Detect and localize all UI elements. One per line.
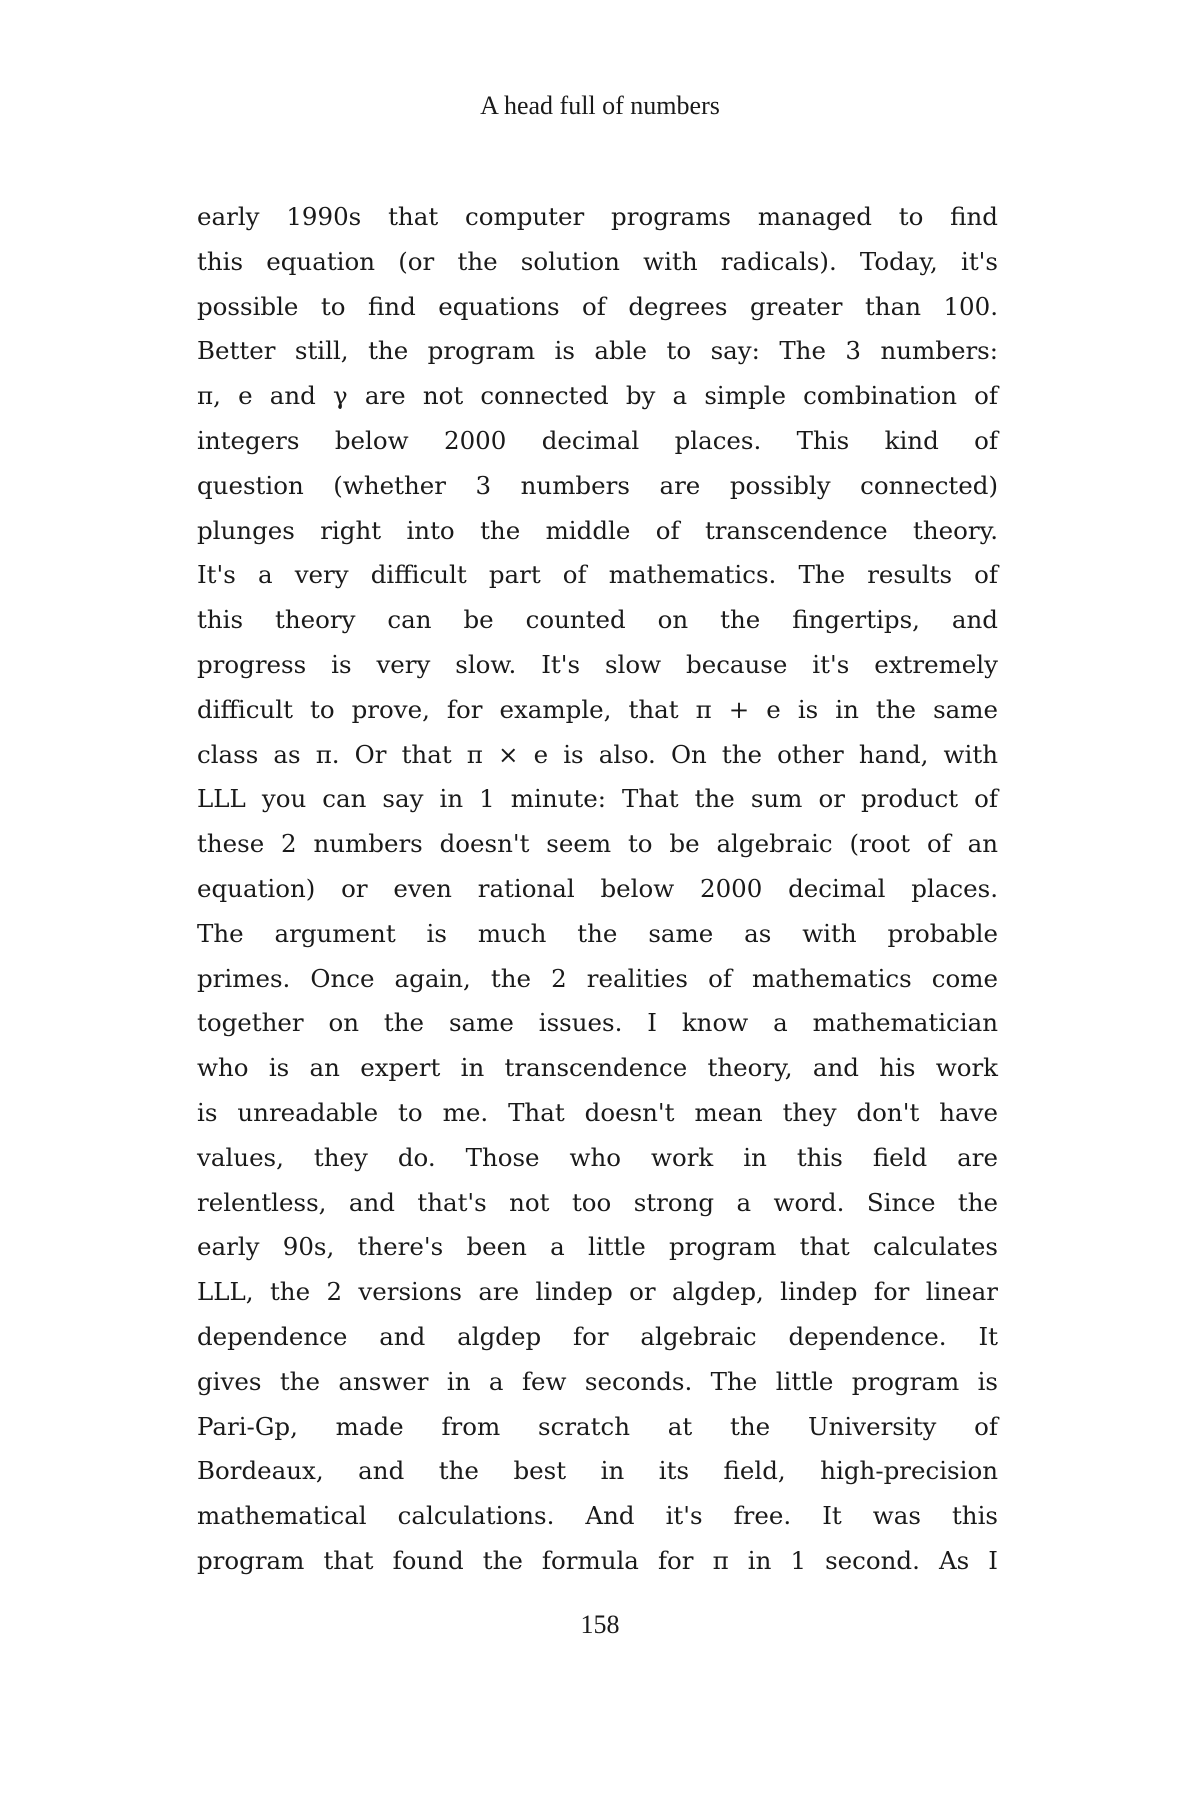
text-line: progress is very slow. It's slow because it's extremely [197,649,998,679]
text-line: question (whether 3 numbers are possibly connected) [197,470,998,500]
text-line: difficult to prove, for example, that π + e is in the same [197,694,998,724]
text-line: primes. Once again, the 2 realities of mathematics come [197,963,998,993]
text-line: these 2 numbers doesn't seem to be algebraic (root of an [197,829,998,859]
text-line: plunges right into the middle of transcendence theory. [197,515,998,545]
text-line: equation) or even rational below 2000 decimal places. [197,873,998,903]
text-line: early 90s, there's been a little program that calculates [197,1232,998,1262]
text-line: program that found the formula for π in 1 second. As I [197,1545,998,1575]
text-line: LLL, the 2 versions are lindep or algdep, lindep for linear [197,1277,998,1307]
text-line: It's a very difficult part of mathematics. The results of [197,560,998,590]
text-line: integers below 2000 decimal places. This kind of [197,425,998,455]
text-line: values, they do. Those who work in this field are [197,1142,998,1172]
text-line: is unreadable to me. That doesn't mean they don't have [197,1097,998,1127]
text-line: Better still, the program is able to say: The 3 numbers: [197,336,998,366]
text-line: class as π. Or that π × e is also. On the other hand, with [197,739,998,769]
body-text [197,195,998,1584]
text-line: gives the answer in a few seconds. The little program is [197,1366,998,1396]
text-line: dependence and algdep for algebraic dependence. It [197,1321,998,1351]
text-line: this theory can be counted on the fingertips, and [197,605,998,635]
text-line: Pari-Gp, made from scratch at the University of [197,1411,998,1441]
text-line: early 1990s that computer programs managed to find [197,202,998,231]
text-line: π, e and γ are not connected by a simple combination of [197,381,998,411]
text-line: together on the same issues. I know a mathematician [197,1008,998,1038]
text-line: Bordeaux, and the best in its field, high-precision [197,1456,998,1486]
text-line: LLL you can say in 1 minute: That the sum or product of [197,784,998,814]
text-line: The argument is much the same as with probable [197,918,998,948]
page-number: 158 [580,1610,620,1639]
text-line: mathematical calculations. And it's free. It was this [197,1501,998,1531]
running-head-title: A head full of numbers [480,91,720,120]
text-line: who is an expert in transcendence theory, and his work [197,1053,998,1083]
text-line: this equation (or the solution with radicals). Today, it's [197,246,998,276]
text-line: possible to find equations of degrees greater than 100. [197,291,998,321]
text-line: relentless, and that's not too strong a word. Since the [197,1187,998,1217]
